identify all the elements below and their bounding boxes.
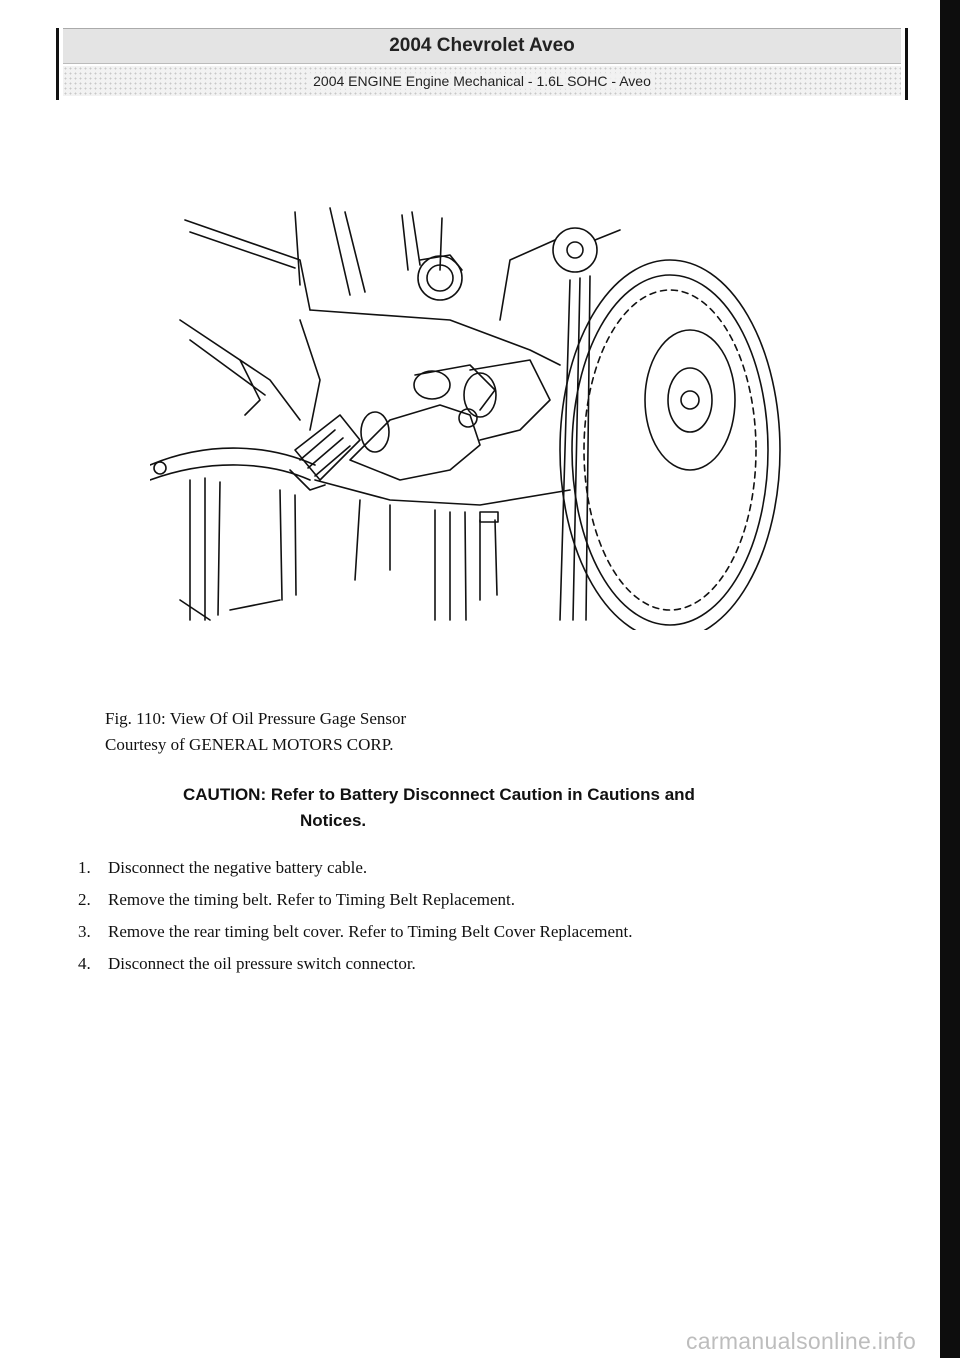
step-text: Remove the timing belt. Refer to Timing Belt Replacement. (108, 890, 515, 909)
step-number: 3. (78, 922, 91, 941)
step-item (78, 952, 633, 984)
caution-line-1: CAUTION: Refer to Battery Disconnect Caution in Cautions and (183, 785, 695, 804)
step-item (78, 920, 633, 952)
right-edge-bar (940, 0, 960, 1358)
header-title: 2004 Chevrolet Aveo (63, 28, 901, 64)
step-item (78, 856, 633, 888)
step-text: Disconnect the oil pressure switch connector. (108, 954, 416, 973)
caution-line-2: Notices. (300, 811, 367, 830)
step-item (78, 888, 633, 920)
header-subtitle-bar (63, 66, 901, 96)
caution-notice (183, 782, 883, 834)
header-subtitle: 2004 ENGINE Engine Mechanical - 1.6L SOHC - Aveo (309, 73, 655, 89)
watermark: carmanualsonline.info (686, 1328, 917, 1354)
figure-caption-credit: Courtesy of GENERAL MOTORS CORP. (105, 735, 394, 754)
step-text: Remove the rear timing belt cover. Refer to Timing Belt Cover Replacement. (108, 922, 633, 941)
step-number: 2. (78, 890, 91, 909)
step-number: 1. (78, 858, 91, 877)
figure-caption (105, 706, 406, 758)
page-header (56, 28, 908, 100)
step-text: Disconnect the negative battery cable. (108, 858, 368, 877)
oil-pressure-sensor-illustration (150, 200, 790, 630)
figure-caption-title: Fig. 110: View Of Oil Pressure Gage Sensor (105, 709, 407, 728)
procedure-steps (78, 856, 633, 984)
step-number: 4. (78, 954, 91, 973)
